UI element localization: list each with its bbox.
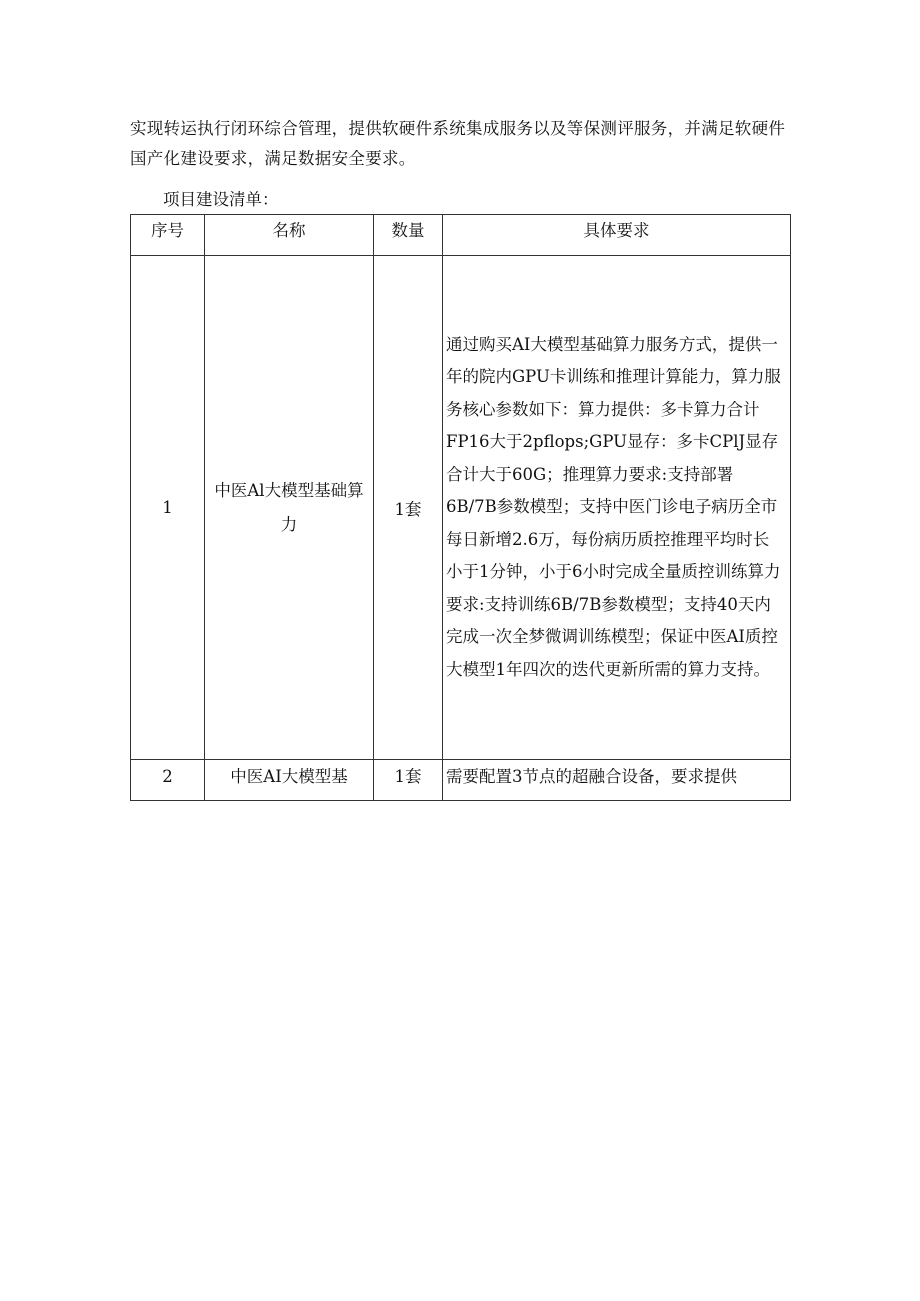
cell-index: 2 [131,760,205,801]
intro-line-1: 实现转运执行闭环综合管理，提供软硬件系统集成服务以及等保测评服务，并满足软硬件 [130,119,786,138]
cell-quantity: 1套 [374,760,443,801]
table-row [131,760,791,801]
cell-name: 中医Al大模型基础算力 [205,256,374,760]
cell-name: 中医AI大模型基 [205,760,374,801]
header-requirement: 具体要求 [443,215,791,256]
cell-quantity: 1套 [374,256,443,760]
table-header-row [131,215,791,256]
header-quantity: 数量 [374,215,443,256]
cell-requirement: 通过购买AI大模型基础算力服务方式，提供一年的院内GPU卡训练和推理计算能力，算力服务核心参数如下：算力提供：多卡算力合计FP16大于2pflops;GPU显存：多卡CPlJ显存合计大于60G；推理算力要求:支持部署6B/7B参数模型；支持中医门诊电子病历全市每日新增2.6万，每份病历质控推理平均时长小于1分钟，小于6小时完成全量质控训练算力要求:支持训练6B/7B参数模型；支持40天内完成一次全梦微调训练模型；保证中医AI质控大模型1年四次的迭代更新所需的算力支持。 [443,256,791,760]
project-table [130,214,791,801]
cell-requirement: 需要配置3节点的超融合设备，要求提供 [443,760,791,801]
table-row [131,256,791,760]
header-index: 序号 [131,215,205,256]
header-name: 名称 [205,215,374,256]
table-caption: 项目建设清单： [163,190,279,209]
intro-line-2: 国产化建设要求，满足数据安全要求。 [130,149,416,168]
cell-index: 1 [131,256,205,760]
